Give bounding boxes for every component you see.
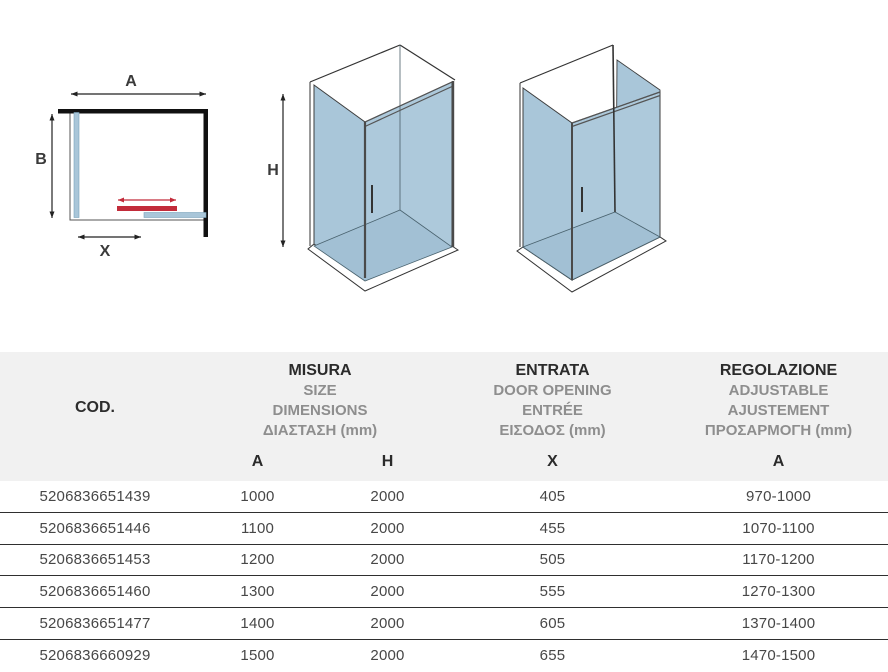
- cell-adj: 1370-1400: [741, 615, 816, 633]
- cell-h: 2000: [370, 551, 405, 569]
- cell-adj: 970-1000: [746, 487, 811, 505]
- size-group-line-gr: ΔΙΑΣΤΑΣΗ (mm): [262, 422, 378, 439]
- top-view-schematic: [30, 72, 230, 267]
- table-row: [0, 608, 888, 640]
- iso-view-two-sided: [255, 35, 480, 300]
- cell-cod: 5206836651439: [39, 487, 151, 505]
- table-header: [0, 352, 888, 481]
- cell-h: 2000: [370, 519, 405, 537]
- adjustable-line-en: ADJUSTABLE: [728, 382, 829, 399]
- cell-x: 605: [539, 615, 566, 633]
- cell-cod: 5206836651446: [39, 519, 151, 537]
- adjustable-group-header: [655, 361, 888, 447]
- label-dimension-a: A: [125, 73, 137, 90]
- back-left-top-edge: [520, 45, 613, 83]
- cell-adj: 1270-1300: [741, 583, 816, 601]
- door-opening-line-it: ENTRATA: [515, 362, 590, 379]
- size-group-line-fr: DIMENSIONS: [272, 402, 368, 419]
- cell-adj: 1070-1100: [742, 519, 815, 537]
- specification-table: [0, 352, 888, 672]
- subcol-h-header: H: [381, 453, 394, 470]
- cod-column-header: COD.: [75, 399, 115, 416]
- cell-h: 2000: [370, 615, 405, 633]
- table-row: [0, 545, 888, 577]
- door-opening-line-fr: ENTRÉE: [522, 402, 583, 419]
- back-right-top-edge: [400, 45, 455, 80]
- table-body: [0, 481, 888, 672]
- top-view-drawing: [30, 72, 230, 267]
- tray-outline: [70, 111, 205, 220]
- adjustable-line-gr: ΠΡΟΣΑΡΜΟΓΗ (mm): [704, 422, 853, 439]
- cell-adj: 1470-1500: [741, 647, 816, 665]
- cell-x: 555: [539, 583, 566, 601]
- cell-x: 505: [539, 551, 566, 569]
- cell-h: 2000: [370, 487, 405, 505]
- size-group-line-en: SIZE: [303, 382, 337, 399]
- right-wall: [204, 109, 209, 237]
- left-glass-panel: [74, 113, 79, 218]
- table-row: [0, 481, 888, 513]
- cell-h: 2000: [370, 583, 405, 601]
- cell-cod: 5206836651477: [39, 615, 151, 633]
- cell-a: 1000: [240, 487, 275, 505]
- table-row: [0, 640, 888, 672]
- subcol-x-header: X: [547, 453, 558, 470]
- subcol-a-header: A: [251, 453, 264, 470]
- iso-drawing-1: [255, 35, 480, 300]
- subcol-adj-header: A: [772, 453, 785, 470]
- cell-a: 1200: [240, 551, 275, 569]
- cell-a: 1300: [240, 583, 275, 601]
- cell-a: 1500: [240, 647, 275, 665]
- front-fixed-glass-panel: [144, 213, 206, 218]
- sliding-door-bar: [117, 206, 177, 211]
- cell-x: 405: [539, 487, 566, 505]
- label-dimension-b: B: [35, 151, 47, 168]
- size-group-line-it: MISURA: [288, 362, 352, 379]
- door-opening-group-header: [450, 361, 655, 447]
- cell-x: 455: [539, 519, 566, 537]
- table-row: [0, 576, 888, 608]
- size-group-header: [190, 361, 450, 447]
- table-row: [0, 513, 888, 545]
- door-opening-line-en: DOOR OPENING: [493, 382, 612, 399]
- label-dimension-x: X: [99, 243, 111, 260]
- door-opening-line-gr: ΕΙΣΟΔΟΣ (mm): [499, 422, 606, 439]
- cell-adj: 1170-1200: [742, 551, 815, 569]
- cell-h: 2000: [370, 647, 405, 665]
- cell-cod: 5206836651453: [39, 551, 151, 569]
- cell-cod: 5206836660929: [39, 647, 151, 665]
- subcolumn-header-row: [190, 447, 888, 481]
- cell-a: 1400: [240, 615, 275, 633]
- label-dimension-h: H: [267, 162, 279, 179]
- adjustable-line-fr: AJUSTEMENT: [727, 402, 830, 419]
- cell-cod: 5206836651460: [39, 583, 151, 601]
- cell-a: 1100: [240, 519, 275, 537]
- iso-view-three-sided: [495, 35, 695, 300]
- back-left-top-edge: [310, 45, 400, 82]
- iso-drawing-2: [495, 35, 695, 300]
- cell-x: 655: [539, 647, 566, 665]
- adjustable-line-it: REGOLAZIONE: [719, 362, 838, 379]
- top-wall: [58, 109, 208, 114]
